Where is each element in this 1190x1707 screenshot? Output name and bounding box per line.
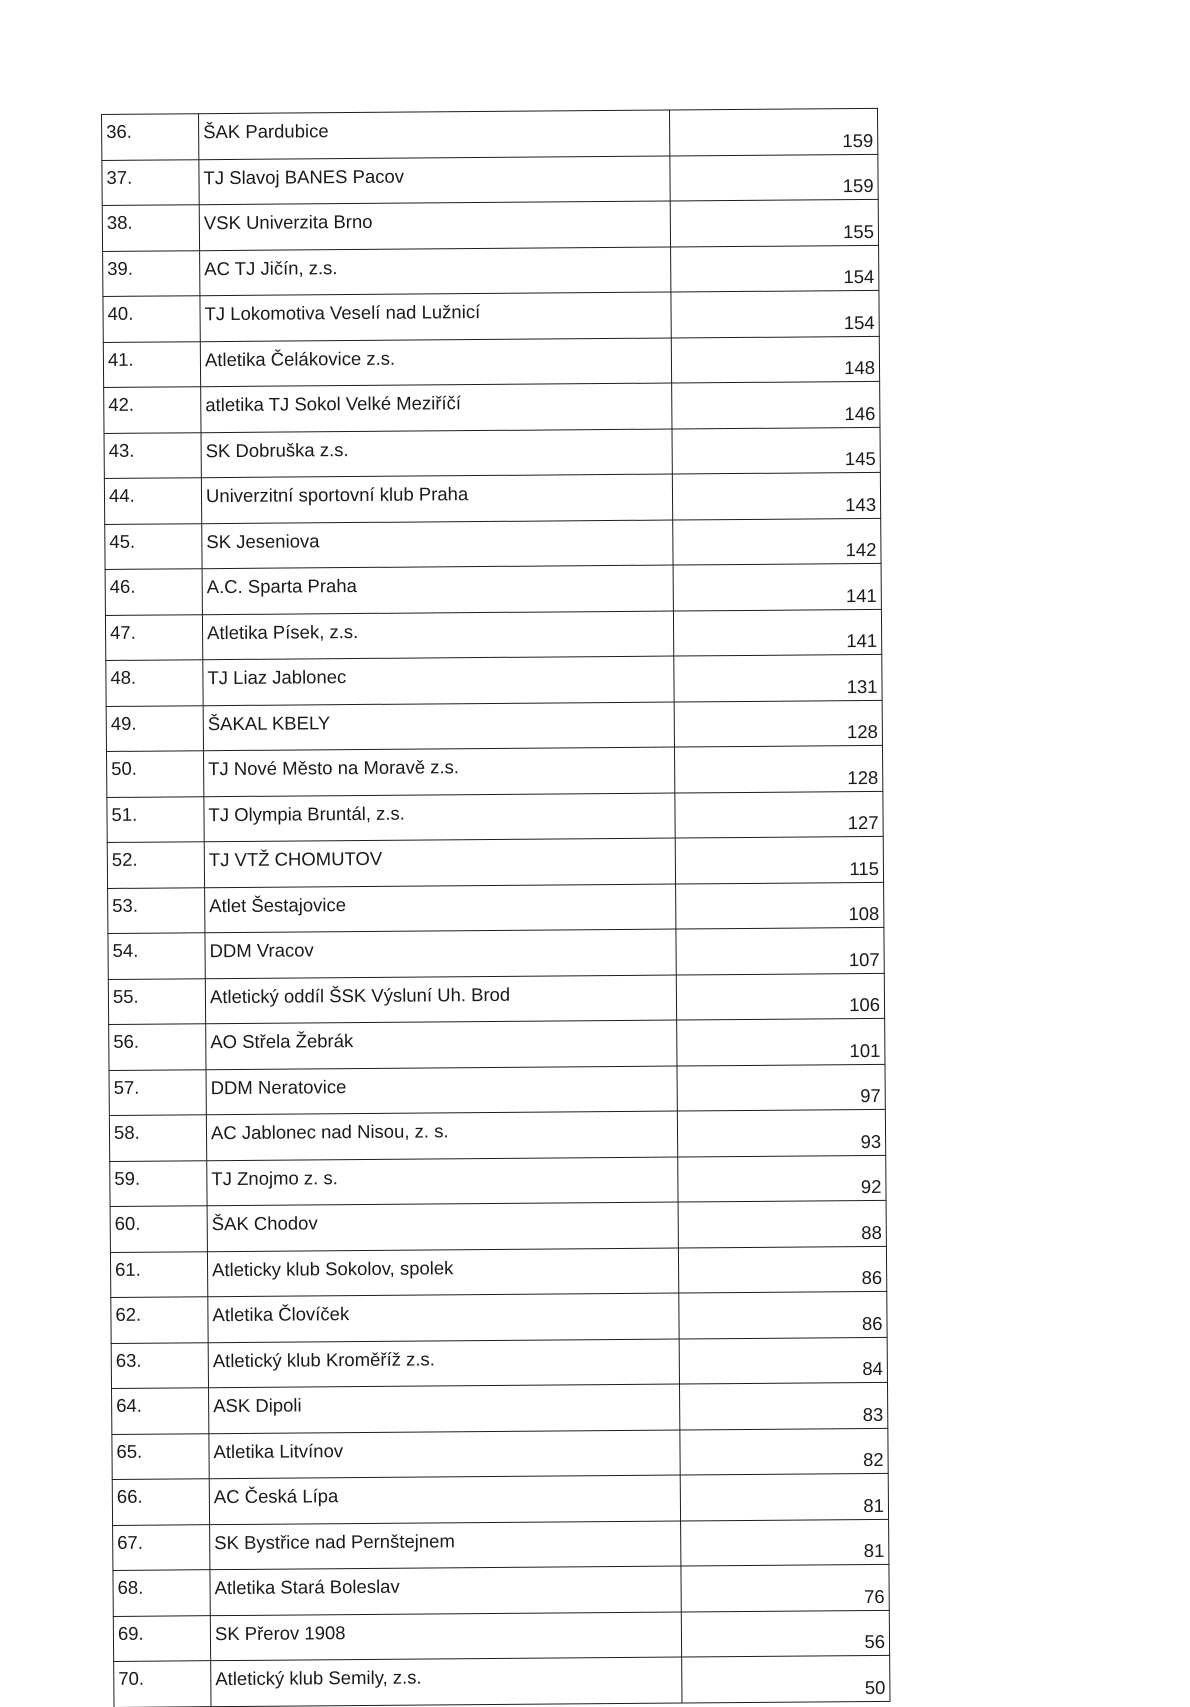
rank-cell: 42. bbox=[104, 387, 201, 433]
club-cell: Atletika Litvínov bbox=[209, 1429, 680, 1478]
table-row bbox=[109, 1109, 885, 1161]
table-row bbox=[103, 245, 879, 297]
table-row bbox=[105, 609, 881, 661]
points-cell: 159 bbox=[669, 108, 877, 155]
club-cell: A.C. Sparta Praha bbox=[202, 565, 673, 614]
points-cell: 83 bbox=[679, 1382, 887, 1429]
table-row bbox=[108, 882, 884, 934]
table-row bbox=[110, 1246, 886, 1298]
rank-cell: 61. bbox=[110, 1251, 207, 1297]
rank-cell: 53. bbox=[108, 887, 205, 933]
club-cell: Atlet Šestajovice bbox=[205, 884, 676, 933]
points-cell: 141 bbox=[673, 563, 881, 610]
rank-cell: 56. bbox=[109, 1024, 206, 1070]
club-cell: TJ Nové Město na Moravě z.s. bbox=[204, 747, 675, 796]
club-cell: Atletika Čelákovice z.s. bbox=[200, 338, 671, 387]
points-cell: 106 bbox=[676, 973, 884, 1020]
points-cell: 92 bbox=[678, 1155, 886, 1202]
table-row bbox=[106, 700, 882, 752]
table-row bbox=[104, 427, 880, 479]
rank-cell: 51. bbox=[107, 796, 204, 842]
table-row bbox=[105, 518, 881, 570]
rank-cell: 40. bbox=[103, 296, 200, 342]
club-cell: AO Střela Žebrák bbox=[206, 1020, 677, 1069]
rank-cell: 65. bbox=[112, 1433, 209, 1479]
rank-cell: 38. bbox=[102, 205, 199, 251]
table-row bbox=[102, 199, 878, 251]
club-cell: TJ VTŽ CHOMUTOV bbox=[204, 838, 675, 887]
points-cell: 86 bbox=[678, 1246, 886, 1293]
rank-cell: 62. bbox=[111, 1297, 208, 1343]
club-cell: atletika TJ Sokol Velké Meziříčí bbox=[201, 383, 672, 432]
rank-cell: 69. bbox=[113, 1615, 210, 1661]
rank-cell: 52. bbox=[107, 842, 204, 888]
table-row bbox=[113, 1564, 889, 1616]
table-row bbox=[109, 1018, 885, 1070]
rank-cell: 47. bbox=[105, 614, 202, 660]
club-cell: SK Přerov 1908 bbox=[210, 1611, 681, 1660]
club-cell: ŠAK Chodov bbox=[207, 1202, 678, 1251]
table-row bbox=[113, 1610, 889, 1662]
rank-cell: 63. bbox=[111, 1342, 208, 1388]
table-row bbox=[108, 973, 884, 1025]
club-cell: Atletika Stará Boleslav bbox=[210, 1566, 681, 1615]
points-cell: 145 bbox=[672, 427, 880, 474]
points-cell: 81 bbox=[681, 1519, 889, 1566]
points-cell: 128 bbox=[674, 745, 882, 792]
rank-cell: 49. bbox=[106, 705, 203, 751]
rank-cell: 48. bbox=[106, 660, 203, 706]
rank-cell: 67. bbox=[113, 1524, 210, 1570]
table-row bbox=[112, 1428, 888, 1480]
club-cell: Univerzitní sportovní klub Praha bbox=[201, 474, 672, 523]
club-cell: TJ Olympia Bruntál, z.s. bbox=[204, 793, 675, 842]
club-cell: SK Dobruška z.s. bbox=[201, 429, 672, 478]
rank-cell: 45. bbox=[105, 523, 202, 569]
rank-cell: 44. bbox=[104, 478, 201, 524]
points-cell: 142 bbox=[673, 518, 881, 565]
club-cell: Atletika Písek, z.s. bbox=[202, 611, 673, 660]
points-cell: 155 bbox=[670, 199, 878, 246]
table-row bbox=[112, 1473, 888, 1525]
rank-cell: 54. bbox=[108, 933, 205, 979]
rank-cell: 50. bbox=[107, 751, 204, 797]
points-cell: 159 bbox=[670, 154, 878, 201]
table-row bbox=[110, 1155, 886, 1207]
points-cell: 84 bbox=[679, 1337, 887, 1384]
rank-cell: 46. bbox=[105, 569, 202, 615]
rank-cell: 59. bbox=[110, 1160, 207, 1206]
table-row bbox=[111, 1291, 887, 1343]
points-cell: 86 bbox=[679, 1291, 887, 1338]
club-cell: SK Bystřice nad Pernštejnem bbox=[210, 1520, 681, 1569]
points-cell: 148 bbox=[671, 336, 879, 383]
rank-cell: 64. bbox=[112, 1388, 209, 1434]
rank-cell: 70. bbox=[114, 1661, 211, 1707]
rank-cell: 68. bbox=[113, 1570, 210, 1616]
rank-cell: 37. bbox=[102, 159, 199, 205]
rank-cell: 55. bbox=[108, 978, 205, 1024]
table-row bbox=[111, 1337, 887, 1389]
points-cell: 76 bbox=[681, 1564, 889, 1611]
table-row bbox=[109, 1064, 885, 1116]
points-cell: 141 bbox=[673, 609, 881, 656]
rank-cell: 57. bbox=[109, 1069, 206, 1115]
table-row bbox=[107, 745, 883, 797]
table-row bbox=[102, 108, 878, 160]
table-row bbox=[103, 290, 879, 342]
points-cell: 108 bbox=[676, 882, 884, 929]
club-cell: TJ Liaz Jablonec bbox=[203, 656, 674, 705]
table-row bbox=[105, 563, 881, 615]
rank-cell: 43. bbox=[104, 432, 201, 478]
table-row bbox=[104, 472, 880, 524]
points-cell: 128 bbox=[674, 700, 882, 747]
club-cell: Atletický oddíl ŠSK Výsluní Uh. Brod bbox=[205, 975, 676, 1024]
ranking-table bbox=[101, 108, 890, 1707]
club-cell: TJ Lokomotiva Veselí nad Lužnicí bbox=[200, 292, 671, 341]
table-row bbox=[112, 1382, 888, 1434]
rank-cell: 39. bbox=[103, 250, 200, 296]
club-cell: SK Jeseniova bbox=[202, 520, 673, 569]
points-cell: 107 bbox=[676, 927, 884, 974]
table-row bbox=[106, 654, 882, 706]
club-cell: DDM Neratovice bbox=[206, 1066, 677, 1115]
club-cell: Atleticky klub Sokolov, spolek bbox=[207, 1248, 678, 1297]
points-cell: 50 bbox=[682, 1655, 890, 1702]
table-row bbox=[102, 154, 878, 206]
points-cell: 115 bbox=[675, 836, 883, 883]
table-row bbox=[103, 336, 879, 388]
points-cell: 81 bbox=[680, 1473, 888, 1520]
points-cell: 88 bbox=[678, 1200, 886, 1247]
rank-cell: 58. bbox=[109, 1115, 206, 1161]
rank-cell: 66. bbox=[112, 1479, 209, 1525]
table-row bbox=[104, 381, 880, 433]
club-cell: AC Česká Lípa bbox=[209, 1475, 680, 1524]
club-cell: ŠAKAL KBELY bbox=[203, 702, 674, 751]
club-cell: TJ Slavoj BANES Pacov bbox=[199, 156, 670, 205]
club-cell: DDM Vracov bbox=[205, 929, 676, 978]
club-cell: VSK Univerzita Brno bbox=[199, 201, 670, 250]
club-cell: AC Jablonec nad Nisou, z. s. bbox=[206, 1111, 677, 1160]
table-row bbox=[108, 927, 884, 979]
points-cell: 93 bbox=[677, 1109, 885, 1156]
club-cell: Atletický klub Kroměříž z.s. bbox=[208, 1338, 679, 1387]
points-cell: 127 bbox=[675, 791, 883, 838]
rank-cell: 60. bbox=[110, 1206, 207, 1252]
rank-cell: 41. bbox=[103, 341, 200, 387]
club-cell: Atletický klub Semily, z.s. bbox=[211, 1657, 682, 1706]
club-cell: ASK Dipoli bbox=[209, 1384, 680, 1433]
points-cell: 101 bbox=[677, 1018, 885, 1065]
points-cell: 146 bbox=[672, 381, 880, 428]
points-cell: 154 bbox=[671, 290, 879, 337]
club-cell: ŠAK Pardubice bbox=[199, 110, 670, 159]
points-cell: 97 bbox=[677, 1064, 885, 1111]
club-cell: Atletika Človíček bbox=[208, 1293, 679, 1342]
table-row bbox=[114, 1655, 890, 1707]
table-row bbox=[107, 791, 883, 843]
table-row bbox=[107, 836, 883, 888]
club-cell: AC TJ Jičín, z.s. bbox=[200, 247, 671, 296]
rank-cell: 36. bbox=[102, 114, 199, 160]
table-row bbox=[110, 1200, 886, 1252]
points-cell: 154 bbox=[671, 245, 879, 292]
table-row bbox=[113, 1519, 889, 1571]
points-cell: 143 bbox=[672, 472, 880, 519]
club-cell: TJ Znojmo z. s. bbox=[207, 1157, 678, 1206]
ranking-table-body bbox=[102, 108, 890, 1707]
points-cell: 82 bbox=[680, 1428, 888, 1475]
points-cell: 131 bbox=[674, 654, 882, 701]
points-cell: 56 bbox=[681, 1610, 889, 1657]
